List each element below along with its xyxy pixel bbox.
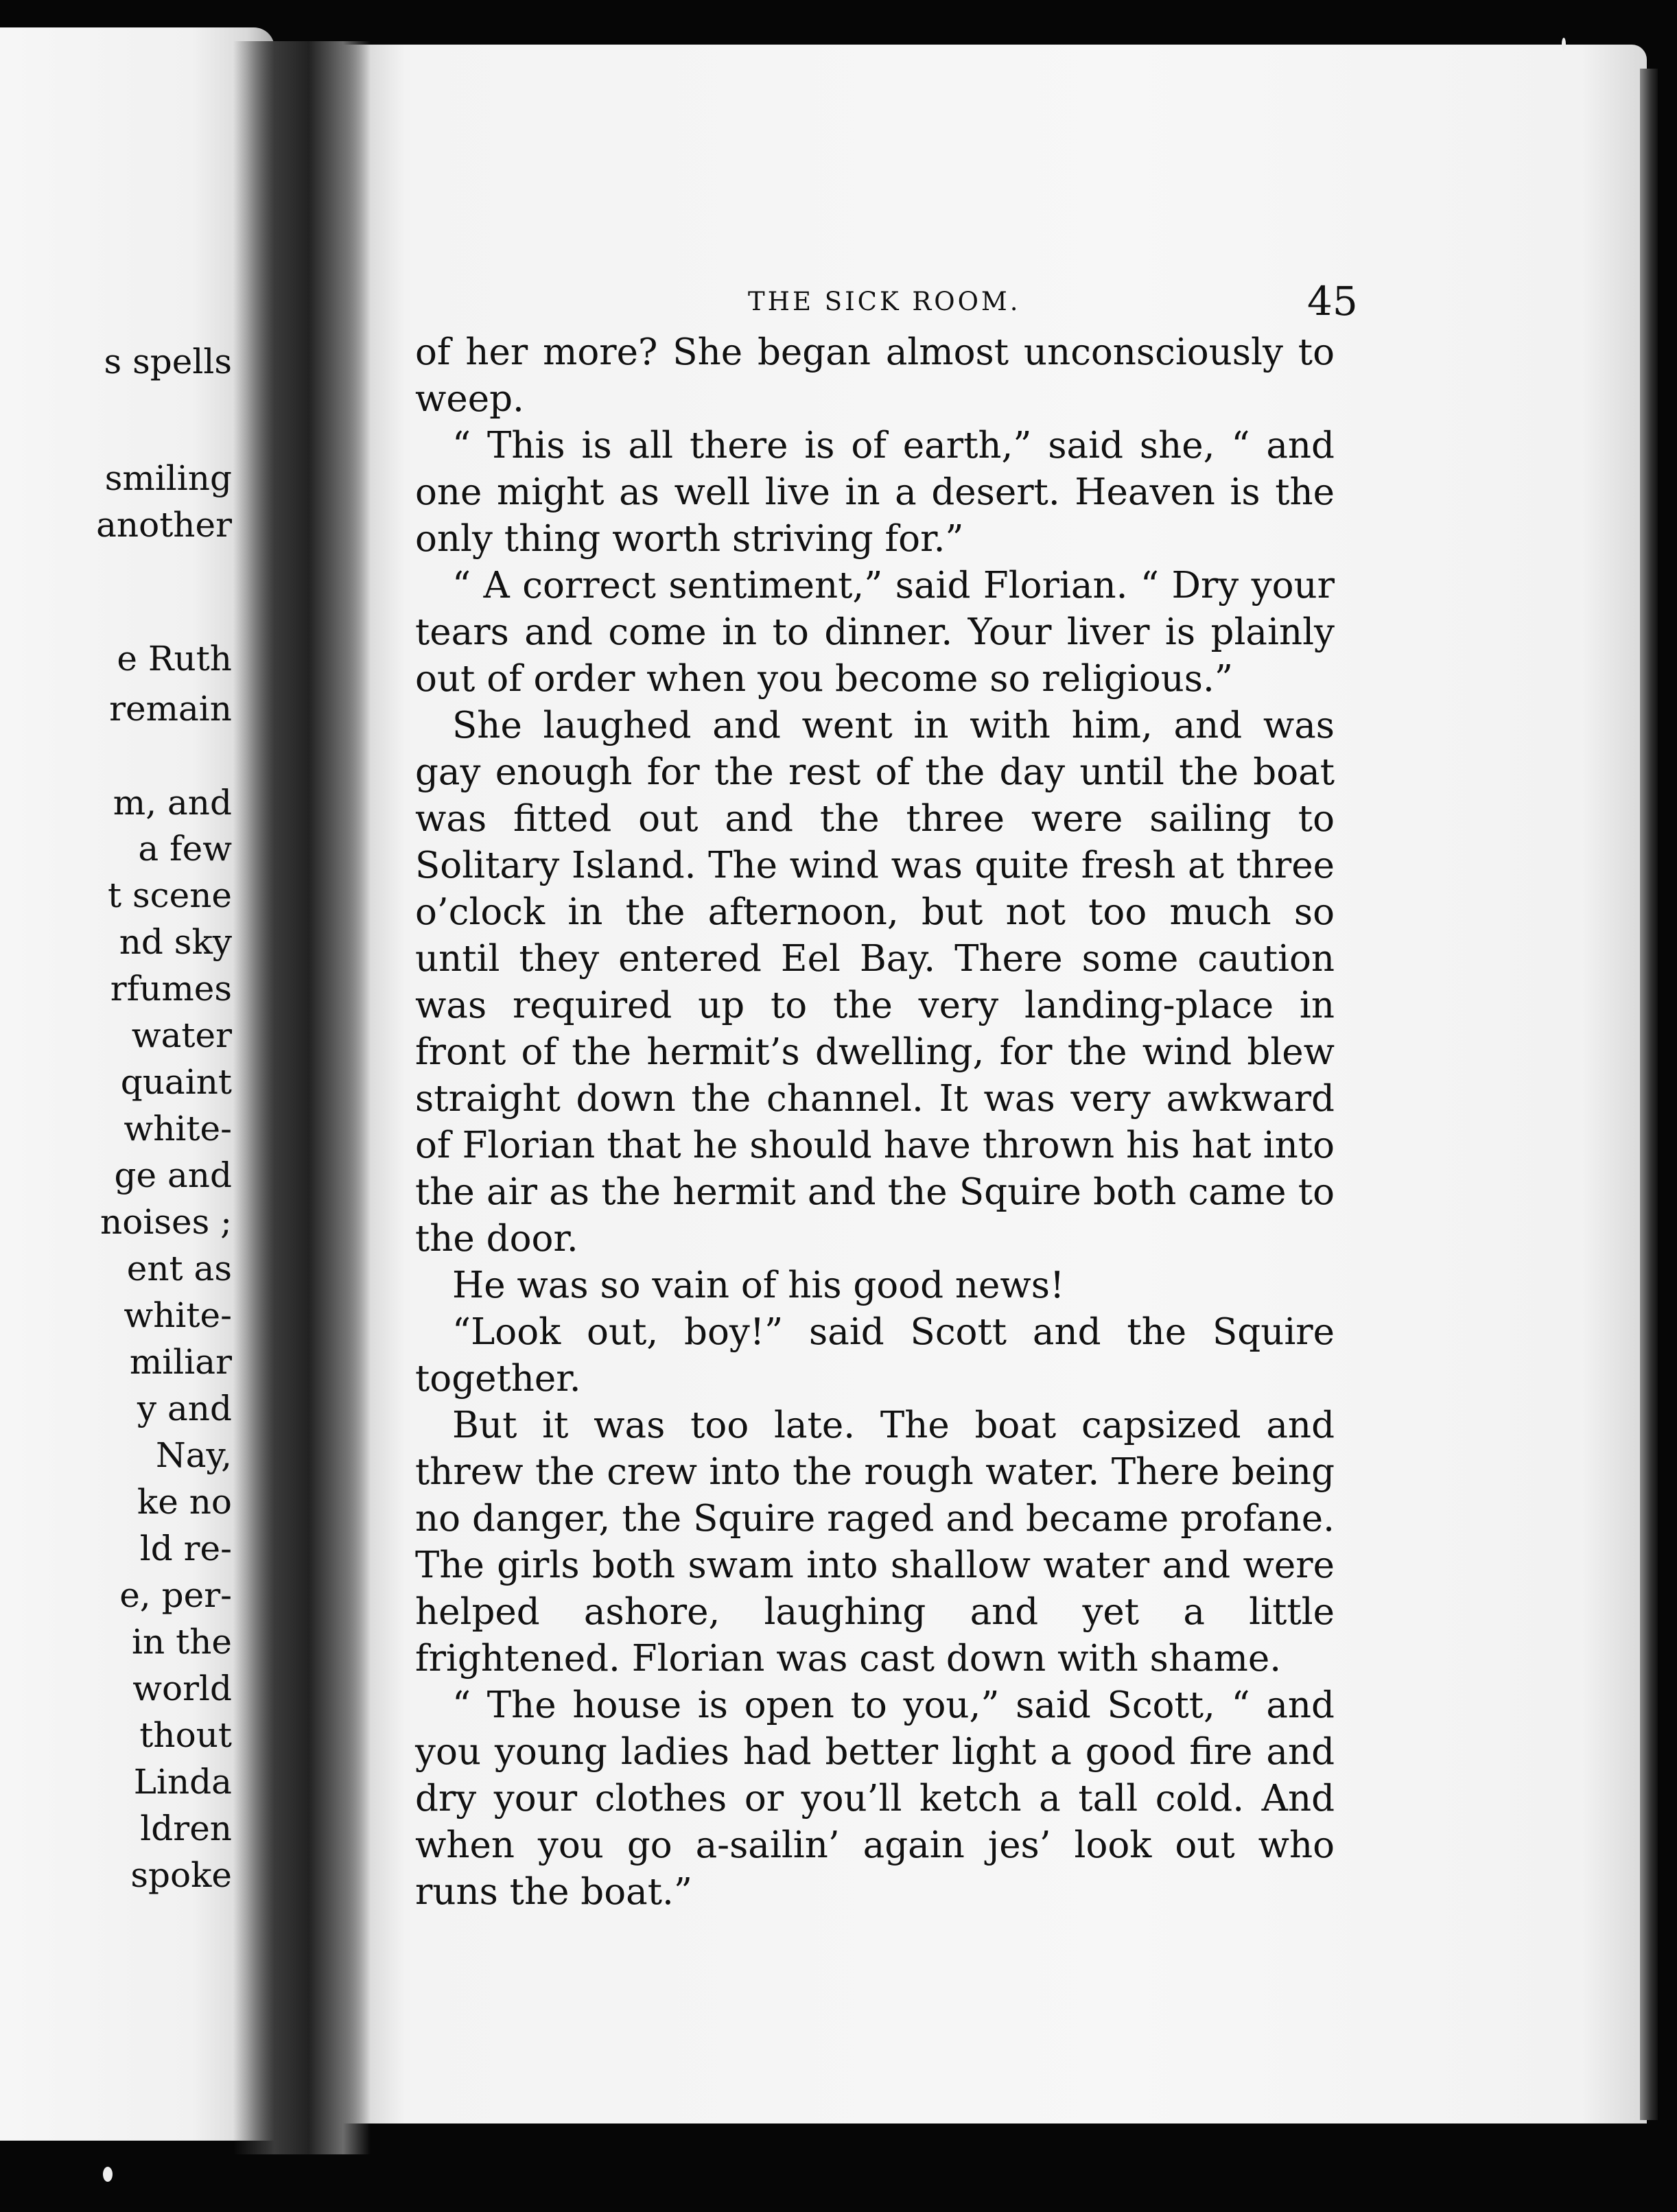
left-page-line: noises ; [100,1202,232,1242]
left-page-line: e, per- [119,1575,232,1615]
left-page-line: miliar [129,1342,232,1382]
left-page-line: remain [109,689,232,729]
left-page-line: in the [132,1622,232,1662]
left-page-line: ke no [137,1482,232,1522]
left-page-line: Nay, [155,1435,232,1475]
left-page-line: ent as [126,1249,232,1289]
left-page-line: smiling [104,458,232,498]
left-page-line: quaint [120,1062,232,1102]
left-page-line: Linda [133,1762,232,1802]
left-page-line: y and [137,1389,232,1428]
scan-speck [1562,38,1566,50]
scan-speck [103,2167,113,2182]
left-page-line: rfumes [110,969,232,1009]
page-edge-shadow [1640,69,1658,2120]
running-head: THE SICK ROOM. [748,287,1021,316]
paragraph: “Look out, boy!” said Scott and the Squire together. [415,1311,1335,1400]
paragraph: He was so vain of his good news! [452,1264,1065,1306]
left-page-line: white- [124,1109,232,1149]
left-page-line: nd sky [119,922,232,962]
paragraph: She laughed and went in with him, and was gay enough for the rest of the day until the boat was fitted out and the three were sailing to Solitary Island. The wind was quite fresh at three o’clock in the afternoon, but not too much so until they entered Eel Bay. There some caution was required up to the very landing-place in front of the hermit’s dwelling, for the wind blew straight down the channel. It was very awkward of Florian that he should have thrown his hat into the air as the hermit and the Squire both came to the door. [415,705,1335,1260]
left-page-line: e Ruth [117,639,232,679]
left-page-line: water [131,1015,232,1055]
left-page-line: t scene [107,875,232,915]
page-number: 45 [1307,278,1358,325]
left-page-line: ge and [114,1155,232,1195]
left-page-line: spoke [130,1855,232,1895]
left-page-line: m, and [113,783,232,823]
left-page-line: another [96,505,232,545]
paragraph: “ This is all there is of earth,” said she, “ and one might as well live in a desert. Heaven is the only thing worth striving for.” [415,425,1335,560]
left-page-line: a few [138,829,232,869]
left-page-line: thout [139,1715,232,1755]
paragraph: “ The house is open to you,” said Scott, “ and you young ladies had better light a good fire and dry your clothes or you’ll ketch a tall cold. And when you go a-sailin’ again jes’ look out who runs the boat.” [415,1684,1335,1913]
page-body-text [415,329,1335,1916]
paragraph: But it was too late. The boat capsized and threw the crew into the rough water. There being no danger, the Squire raged and became profane. The girls both swam into shallow water and were helped ashore, laughing and yet a little frightened. Florian was cast down with shame. [415,1404,1335,1680]
left-page-line: white- [124,1295,232,1335]
paragraph: “ A correct sentiment,” said Florian. “ Dry your tears and come in to dinner. Your liver is plainly out of order when you become so religious.” [415,565,1335,700]
left-page-line: ldren [140,1809,232,1848]
left-page-line: world [132,1669,232,1708]
left-page-line: s spells [104,342,232,381]
paragraph: of her more? She began almost unconsciously to weep. [415,331,1335,420]
book-gutter-shadow [233,41,371,2154]
left-page-line: ld re- [139,1529,232,1568]
